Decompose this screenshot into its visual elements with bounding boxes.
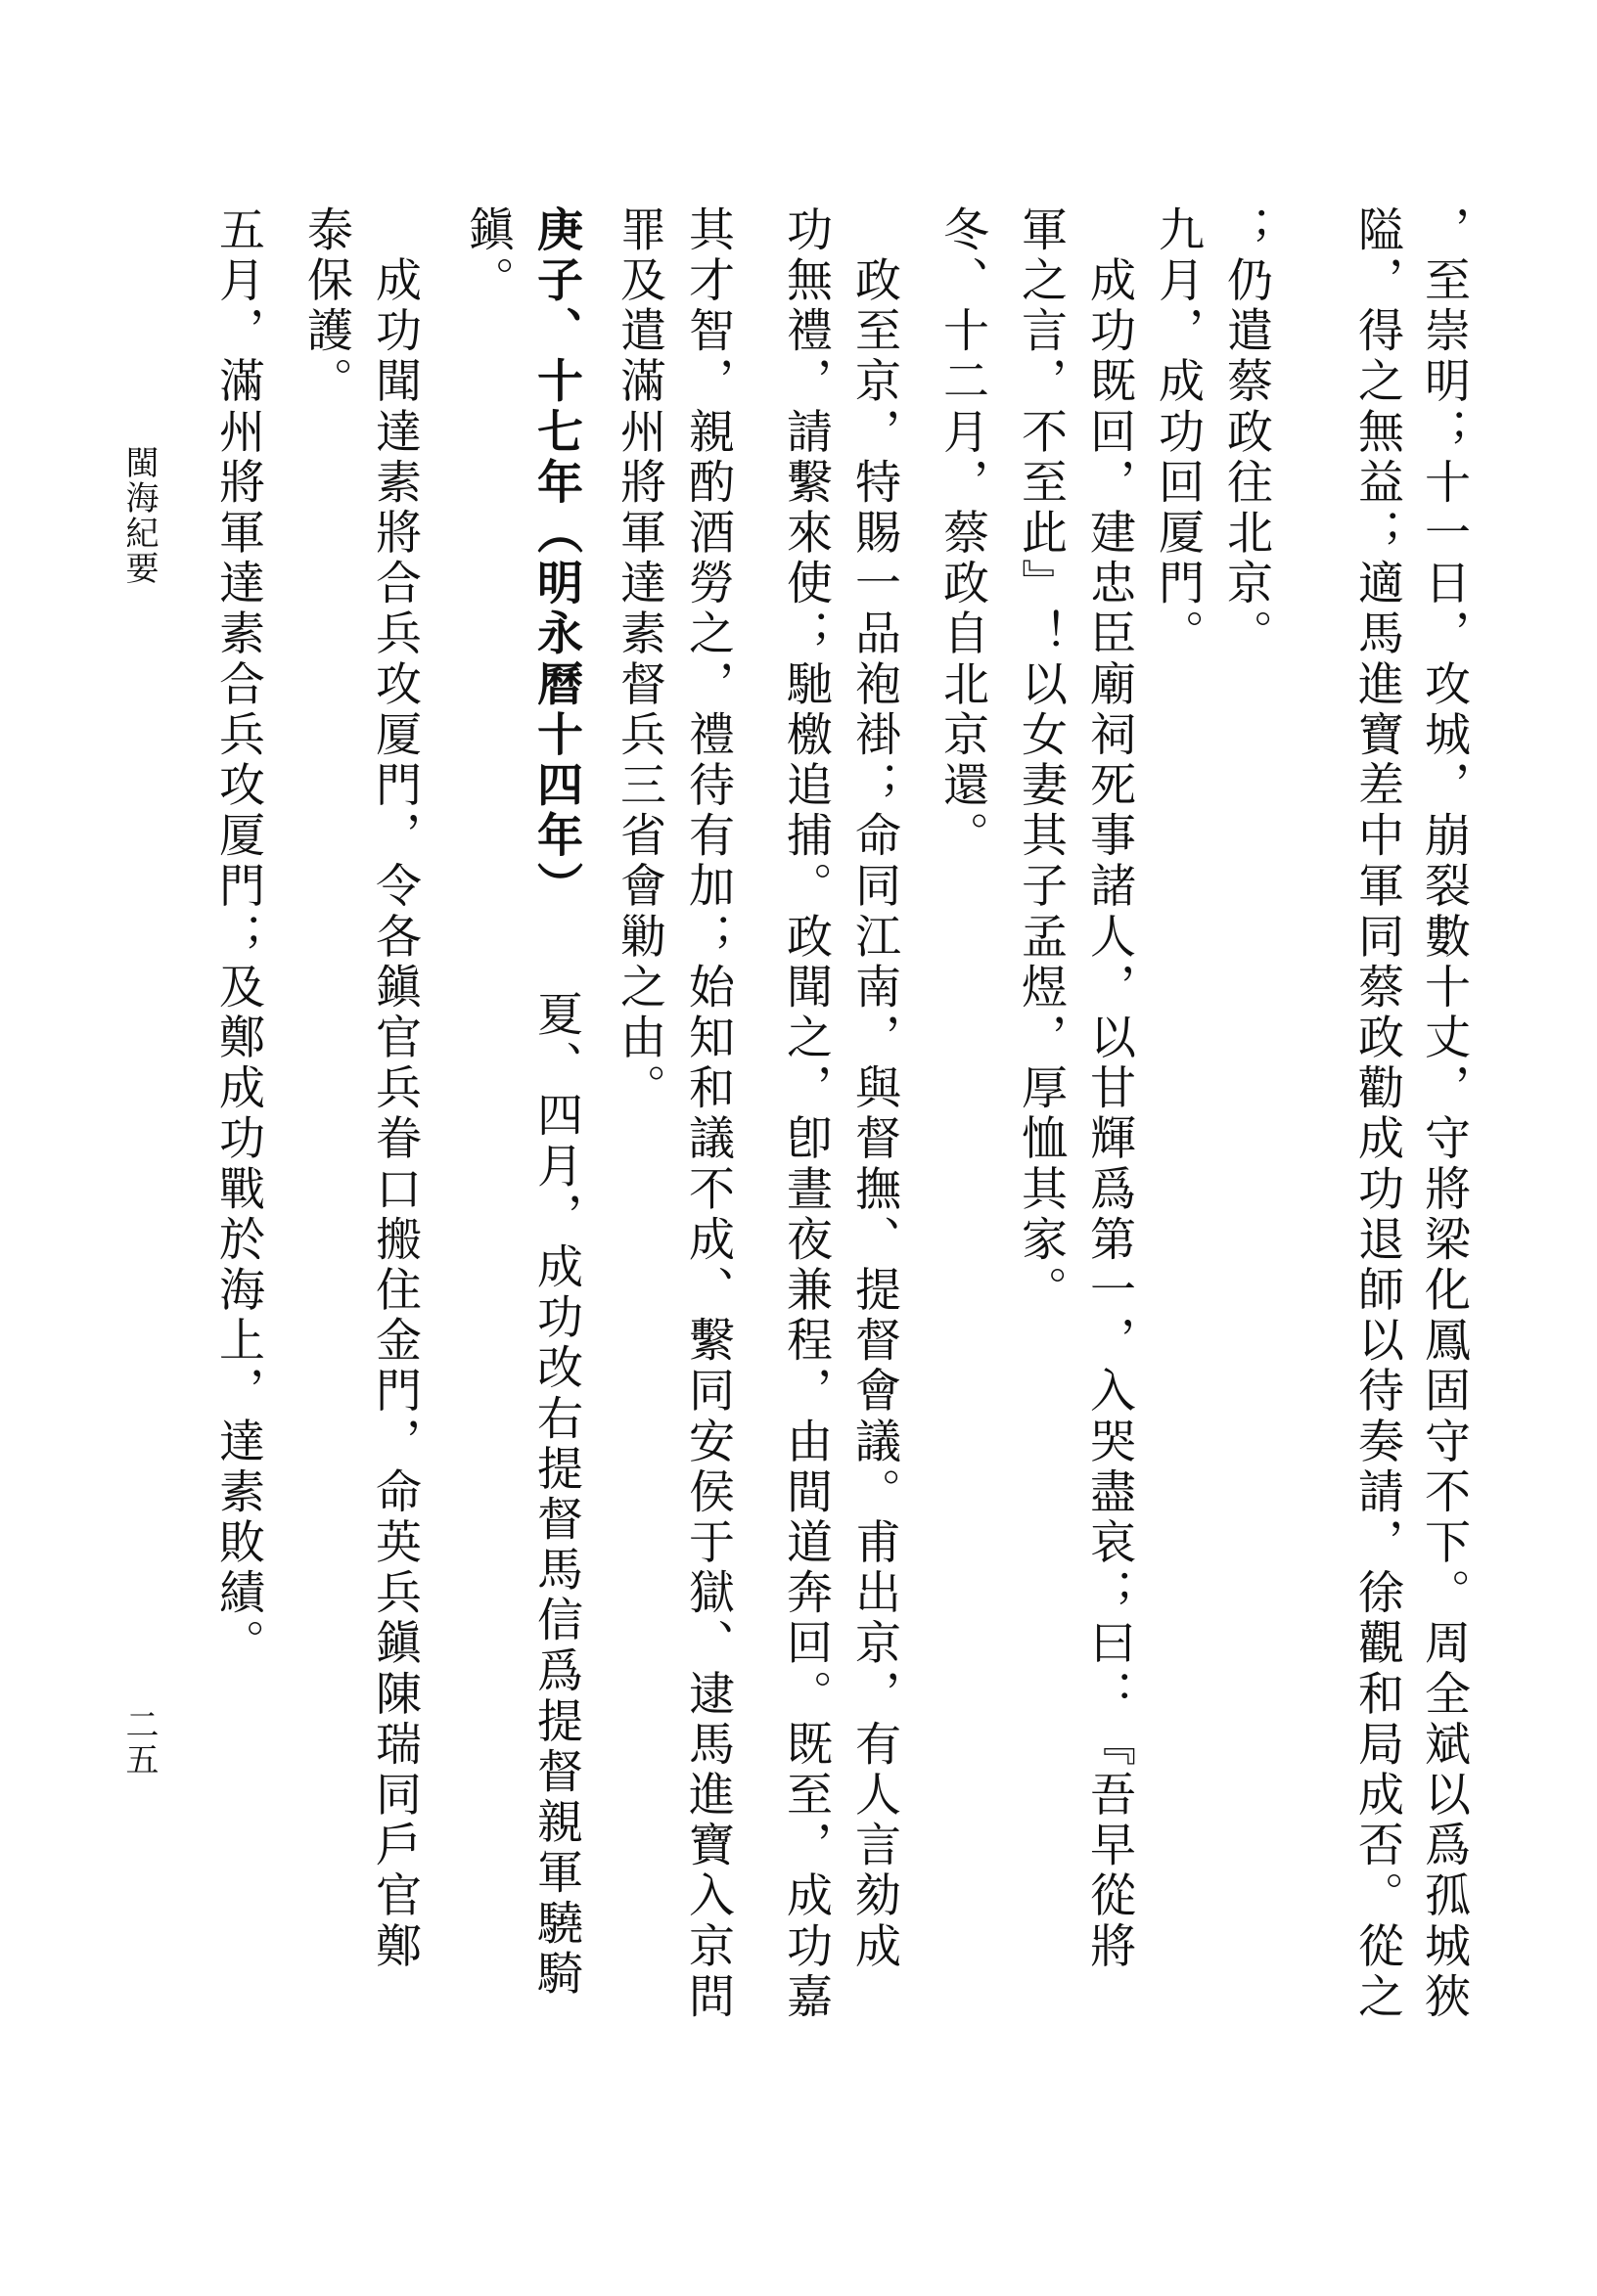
- text-column-11: 罪及遣滿州將軍達素督兵三省會勦之由。: [613, 205, 666, 1114]
- page-number: 二五: [119, 1707, 159, 1778]
- text-column-10: 其才智，親酌酒勞之，禮待有加；始知和議不成、繫同安侯于獄、逮馬進寶入京問: [681, 205, 735, 2023]
- text-column-5: 成功既回，建忠臣廟祠死事諸人，以甘輝爲第一，入哭盡哀；曰：『吾早從將: [1082, 205, 1136, 1972]
- text-column-13: 鎭。: [461, 205, 515, 307]
- era-heading-continuation: 夏、四月，成功改右提督馬信爲提督親軍驍騎: [529, 888, 583, 2001]
- text-column-4: 九月，成功回厦門。: [1151, 205, 1205, 660]
- text-column-16: 五月，滿州將軍達素合兵攻厦門；及鄭成功戰於海上，達素敗績。: [211, 205, 265, 1670]
- text-column-9: 功無禮，請繫來使；馳檄追捕。政聞之，卽晝夜兼程，由間道奔回。既至，成功嘉: [779, 205, 833, 2023]
- text-column-3: ；仍遣蔡政往北京。: [1219, 205, 1273, 660]
- text-column-15: 泰保護。: [299, 205, 353, 408]
- era-heading-column: [529, 205, 583, 2001]
- text-column-8: 政至京，特賜一品袍褂；命同江南，與督撫、提督會議。甫出京，有人言劾成: [847, 205, 901, 1972]
- text-column-14: 成功聞達素將合兵攻厦門，令各鎭官兵眷口搬住金門，命英兵鎭陳瑞同戶官鄭: [368, 205, 422, 1972]
- era-heading: 庚子、十七年（明永曆十四年）: [529, 205, 583, 889]
- text-column-1: ，至崇明；十一日，攻城，崩裂數十丈，守將梁化鳳固守不下。周全斌以爲孤城狹: [1417, 205, 1471, 2023]
- text-column-6: 軍之言，不至此』！以女妻其子孟煜，厚恤其家。: [1014, 205, 1068, 1317]
- text-column-2: 隘，得之無益；適馬進寶差中軍同蔡政勸成功退師以待奏請，徐觀和局成否。從之: [1350, 205, 1404, 2023]
- text-column-7: 冬、十二月，蔡政自北京還。: [935, 205, 989, 862]
- running-header-title: 閩海紀要: [119, 445, 159, 586]
